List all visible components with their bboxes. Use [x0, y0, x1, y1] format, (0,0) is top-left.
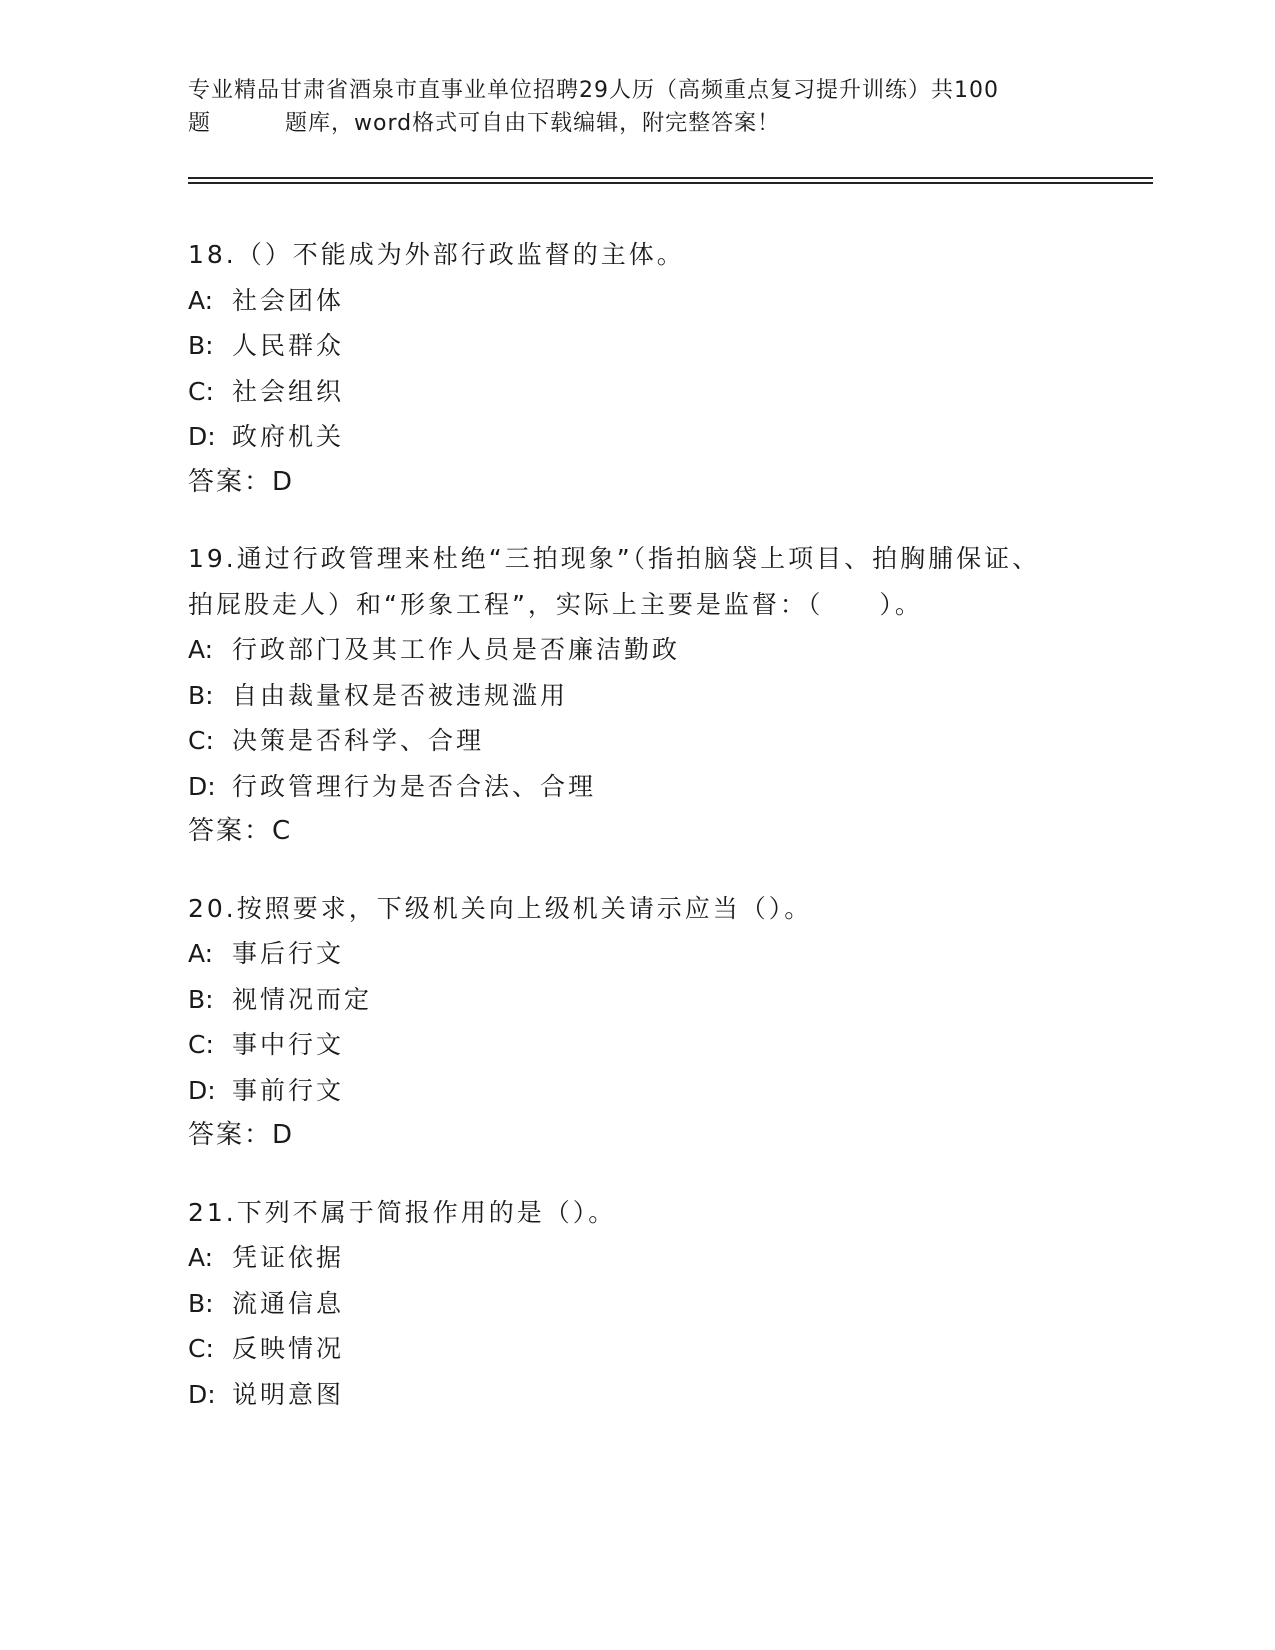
option-text: 行政部门及其工作人员是否廉洁勤政: [232, 635, 681, 664]
option-d: [188, 414, 1108, 460]
option-d: [188, 1068, 1108, 1114]
option-label: A:: [188, 939, 214, 968]
option-a: [188, 1235, 1108, 1281]
question-stem: 21.下列不属于简报作用的是（）。: [188, 1197, 617, 1227]
option-label: A:: [188, 635, 214, 664]
option-label: A:: [188, 1243, 214, 1272]
option-c: [188, 718, 1108, 764]
option-text: 凭证依据: [232, 1243, 345, 1272]
option-text: 社会团体: [232, 285, 345, 315]
header-divider-bottom: [188, 182, 1153, 184]
header-title-line1: 专业精品甘肃省酒泉市直事业单位招聘29人历（高频重点复习提升训练）共100: [188, 78, 999, 103]
question-18: [188, 232, 1108, 505]
option-label: D:: [188, 1075, 216, 1105]
option-label: C:: [188, 726, 214, 755]
header-divider-top: [188, 177, 1153, 179]
question-20: [188, 886, 1108, 1159]
option-label: D:: [188, 771, 216, 801]
option-label: C:: [188, 1030, 214, 1059]
header-title-line2-end: 题库，word格式可自由下载编辑，附完整答案！: [285, 111, 781, 136]
question-stem: 20.按照要求，下级机关向上级机关请示应当（）。: [188, 893, 813, 923]
answer-line: 答案：D: [188, 1120, 295, 1150]
answer-line: 答案：C: [188, 816, 293, 846]
option-label: C:: [188, 376, 214, 406]
option-label: B:: [188, 680, 214, 710]
option-b: [188, 1281, 1108, 1327]
option-label: A:: [188, 285, 214, 315]
question-stem: 18.（）不能成为外部行政监督的主体。: [188, 240, 685, 269]
header-title-line2-start: 题: [188, 111, 212, 136]
option-text: 流通信息: [232, 1288, 345, 1318]
option-label: D:: [188, 1379, 216, 1409]
option-d: [188, 1372, 1108, 1418]
option-b: [188, 977, 1108, 1023]
option-text: 事后行文: [232, 939, 345, 968]
option-d: [188, 764, 1108, 810]
option-text: 视情况而定: [232, 984, 373, 1014]
answer-line: 答案：D: [188, 466, 295, 497]
option-text: 事中行文: [232, 1030, 345, 1059]
option-text: 行政管理行为是否合法、合理: [232, 771, 597, 801]
option-label: C:: [188, 1334, 214, 1363]
option-label: B:: [188, 984, 214, 1014]
option-c: [188, 1022, 1108, 1068]
option-text: 反映情况: [232, 1334, 345, 1363]
option-text: 事前行文: [232, 1075, 345, 1105]
option-b: [188, 323, 1108, 369]
option-c: [188, 1326, 1108, 1372]
option-b: [188, 673, 1108, 719]
option-a: [188, 627, 1108, 673]
question-19: [188, 536, 1108, 855]
option-c: [188, 369, 1108, 415]
header-title-line2: [188, 107, 1088, 140]
option-label: B:: [188, 1288, 214, 1318]
option-label: D:: [188, 422, 216, 451]
option-text: 人民群众: [232, 331, 345, 360]
question-list: [188, 232, 1108, 1448]
option-label: B:: [188, 331, 214, 360]
option-text: 决策是否科学、合理: [232, 726, 485, 755]
question-stem: 19.通过行政管理来杜绝“三拍现象”（指拍脑袋上项目、拍胸脯保证、拍屁股走人）和“形象工程”，实际上主要是监督：（ ）。: [188, 544, 1041, 619]
question-21: [188, 1190, 1108, 1418]
document-header: [188, 74, 1088, 140]
option-a: [188, 278, 1108, 324]
option-text: 自由裁量权是否被违规滥用: [232, 680, 569, 710]
option-text: 说明意图: [232, 1379, 345, 1409]
option-text: 政府机关: [232, 422, 345, 451]
option-a: [188, 931, 1108, 977]
option-text: 社会组织: [232, 376, 345, 406]
